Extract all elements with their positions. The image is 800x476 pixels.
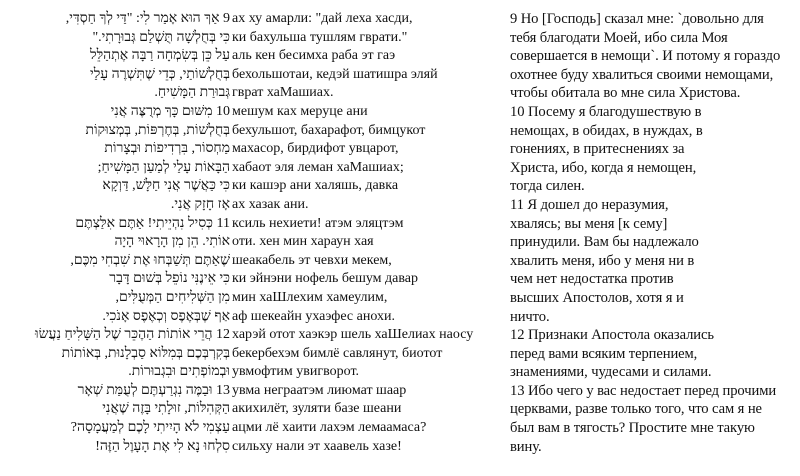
russian-line: тебя благодати Моей, ибо сила Моя xyxy=(510,29,728,46)
hebrew-column xyxy=(0,10,230,456)
hebrew-line: מַחְסוֹר, בִּרְדִיפוֹת וּבְצָרוֹת xyxy=(104,141,230,157)
hebrew-line: 10 מִשּׁוּם כָּךְ מְרֻצֶּה אֲנִי xyxy=(110,103,230,119)
russian-column xyxy=(510,10,800,456)
hebrew-line: אַף שֶׁבְּאֶפֶס וְכְאֶפֶס אָנֹכִי. xyxy=(102,308,230,324)
russian-line: хвалясь; вы меня [к сему] xyxy=(510,215,668,232)
transliteration-column xyxy=(232,10,494,456)
russian-line: ничто. xyxy=(510,308,550,325)
transliteration-line: бехольшотаи, кедэй шатишра эляй xyxy=(232,66,438,82)
transliteration-line: увмофтим увигворот. xyxy=(232,364,360,380)
transliteration-line: сильху нали эт хаавель хазе! xyxy=(232,438,402,454)
hebrew-line: עַל כֵּן בְּשִׂמְחָה רַבָּה אֶתְהַלֵּל xyxy=(90,48,230,64)
transliteration-line: ацми лё хаити лахэм лемаамаса? xyxy=(232,420,427,436)
russian-line: 10 Посему я благодушествую в xyxy=(510,103,702,120)
transliteration-line: ки эйнэни нофель бешум давар xyxy=(232,271,419,287)
russian-line: 11 Я дошел до неразумия, xyxy=(510,196,669,213)
transliteration-line: аф шекеайн ухаэфес анохи. xyxy=(232,308,395,324)
hebrew-line: 13 וּבַמֶּה נִגְרַעְתֶּם לְעֻמַּת שְׁאָר xyxy=(77,382,230,398)
transliteration-line: ах ху амарли: "дай леха хасди, xyxy=(232,11,413,26)
transliteration-line: ах хазак ани. xyxy=(232,196,309,212)
transliteration-line: бехульшот, бахарафот, бимцукот xyxy=(232,122,426,138)
hebrew-line: סִלְחוּ נָא לִי אֶת הָעָוֶל הַזֶּה! xyxy=(95,438,230,454)
transliteration-line: бекербехэм бимлё савлянут, биотот xyxy=(232,345,443,361)
hebrew-line: בְּחֻלְשׁוֹתַי, כְּדֵי שֶׁתִּשְׁרֶה עָלַי xyxy=(90,66,230,82)
hebrew-line: הַקְּהִלּוֹת, זוּלָתִי בָּזֶה שֶׁאֲנִי xyxy=(102,401,230,417)
transliteration-line: гврат хаМашиах. xyxy=(232,85,334,101)
hebrew-line: בְּקִרְבְּכֶם בְּמִלּוֹא סַבְלָנוּת, בְּאוֹתוֹת xyxy=(61,345,230,361)
transliteration-line: махасор, бирдифот увцарот, xyxy=(232,141,399,157)
hebrew-line: וּבְמוֹפְתִים וּבִגְבוּרוֹת. xyxy=(128,364,230,380)
russian-line: перед вами всяким терпением, xyxy=(510,345,698,362)
russian-line: вину. xyxy=(510,438,542,455)
russian-line: чтобы обитала во мне сила Христова. xyxy=(510,85,741,102)
transliteration-line: ки бахульша тушлям гврати." xyxy=(232,29,408,45)
transliteration-line: ксиль нехиети! атэм эляцтэм xyxy=(232,215,404,231)
hebrew-line: גְּבוּרַת הַמָּשִׁיחַ. xyxy=(154,85,230,101)
hebrew-line: כִּי בְּחֻלְשָׁה תֻּשְׁלַם גְּבוּרָתִי." xyxy=(92,29,230,45)
hebrew-line: 12 הֲרֵי אוֹתוֹת הַהֶכֵּר שֶׁל הַשָּׁלִיחַ נַעֲשׂוּ xyxy=(35,327,230,343)
russian-line: знамениями, чудесами и силами. xyxy=(510,364,712,381)
russian-line: хвалить меня, ибо у меня ни в xyxy=(510,252,695,269)
hebrew-line: הַבָּאוֹת עָלַי לְמַעַן הַמָּשִׁיחַ; xyxy=(97,159,230,175)
hebrew-line: כִּי כַּאֲשֶׁר אֲנִי חַלָּשׁ, דַּוְקָא xyxy=(102,178,230,194)
transliteration-line: увма неграатэм лиюмат шаар xyxy=(232,382,407,398)
transliteration-line: мин хаШлехим хамеулим, xyxy=(232,289,388,305)
transliteration-line: акихилёт, зуляти базе шеани xyxy=(232,401,402,417)
hebrew-line: אוֹתִי. הֵן מִן הָרָאוּי הָיָה xyxy=(114,234,230,250)
transliteration-line: оти. хен мин хараун хая xyxy=(232,234,374,250)
russian-line: был вам в тягость? Простите мне такую xyxy=(510,420,755,437)
russian-line: охотнее буду хвалиться своими немощами, xyxy=(510,66,774,83)
russian-line: 9 Но [Господь] сказал мне: `довольно для xyxy=(510,11,764,27)
hebrew-line: עַצְמִי לֹא הָיִיתִי לָכֶם לְמַעֲמָסָה? xyxy=(70,420,230,436)
hebrew-line: כִּי אֵינֶנִּי נוֹפֵל בְּשׁוּם דָּבָר xyxy=(109,271,230,287)
hebrew-line: מִן הַשְּׁלִיחִים הַמְּעֻלִּים, xyxy=(115,289,230,305)
transliteration-line: аль кен бесимха раба эт гаэ xyxy=(232,48,396,64)
russian-line: церквами, разве только того, что сам я не xyxy=(510,401,762,418)
russian-line: немощах, в обидах, в нуждах, в xyxy=(510,122,703,139)
russian-line: Христа, ибо, когда я немощен, xyxy=(510,159,697,176)
hebrew-line: 9 אַךְ הוּא אָמַר לִי: "דַּי לְךָ חַסְדִּי, xyxy=(65,11,230,26)
russian-line: 13 Ибо чего у вас недостает перед прочими xyxy=(510,382,777,399)
hebrew-line: שֶׁאַתֶּם תְּשַׁבְּחוּ אֶת שִׁבְחִי מִכֶּם, xyxy=(70,252,230,268)
transliteration-line: ки кашэр ани халяшь, давка xyxy=(232,178,399,194)
hebrew-line: אָז חָזָק אֲנִי. xyxy=(170,196,230,212)
transliteration-line: шеакабель эт чевхи мекем, xyxy=(232,252,392,268)
transliteration-line: мешум ках меруце ани xyxy=(232,103,368,119)
transliteration-line: хабаот эля леман хаМашиах; xyxy=(232,159,404,175)
hebrew-line: בְּחֻלְשׁוֹת, בְּחֶרְפּוֹת, בְּמְצוּקוֹת xyxy=(85,122,230,138)
russian-line: чем нет недостатка против xyxy=(510,271,674,288)
russian-line: высших Апостолов, хотя я и xyxy=(510,289,684,306)
russian-line: 12 Признаки Апостола оказались xyxy=(510,327,714,344)
russian-line: принудили. Вам бы надлежало xyxy=(510,234,699,251)
russian-line: гонениях, в притеснениях за xyxy=(510,141,685,158)
transliteration-line: харэй отот хаэкэр шель хаШелиах наосу xyxy=(232,327,474,343)
russian-line: тогда силен. xyxy=(510,178,585,195)
hebrew-line: 11 כְּסִיל נִהְיֵיתִי! אַתֶּם אִלַּצְתֶּם xyxy=(75,215,230,231)
russian-line: совершается в немощи`. И потому я гораздо xyxy=(510,48,781,65)
